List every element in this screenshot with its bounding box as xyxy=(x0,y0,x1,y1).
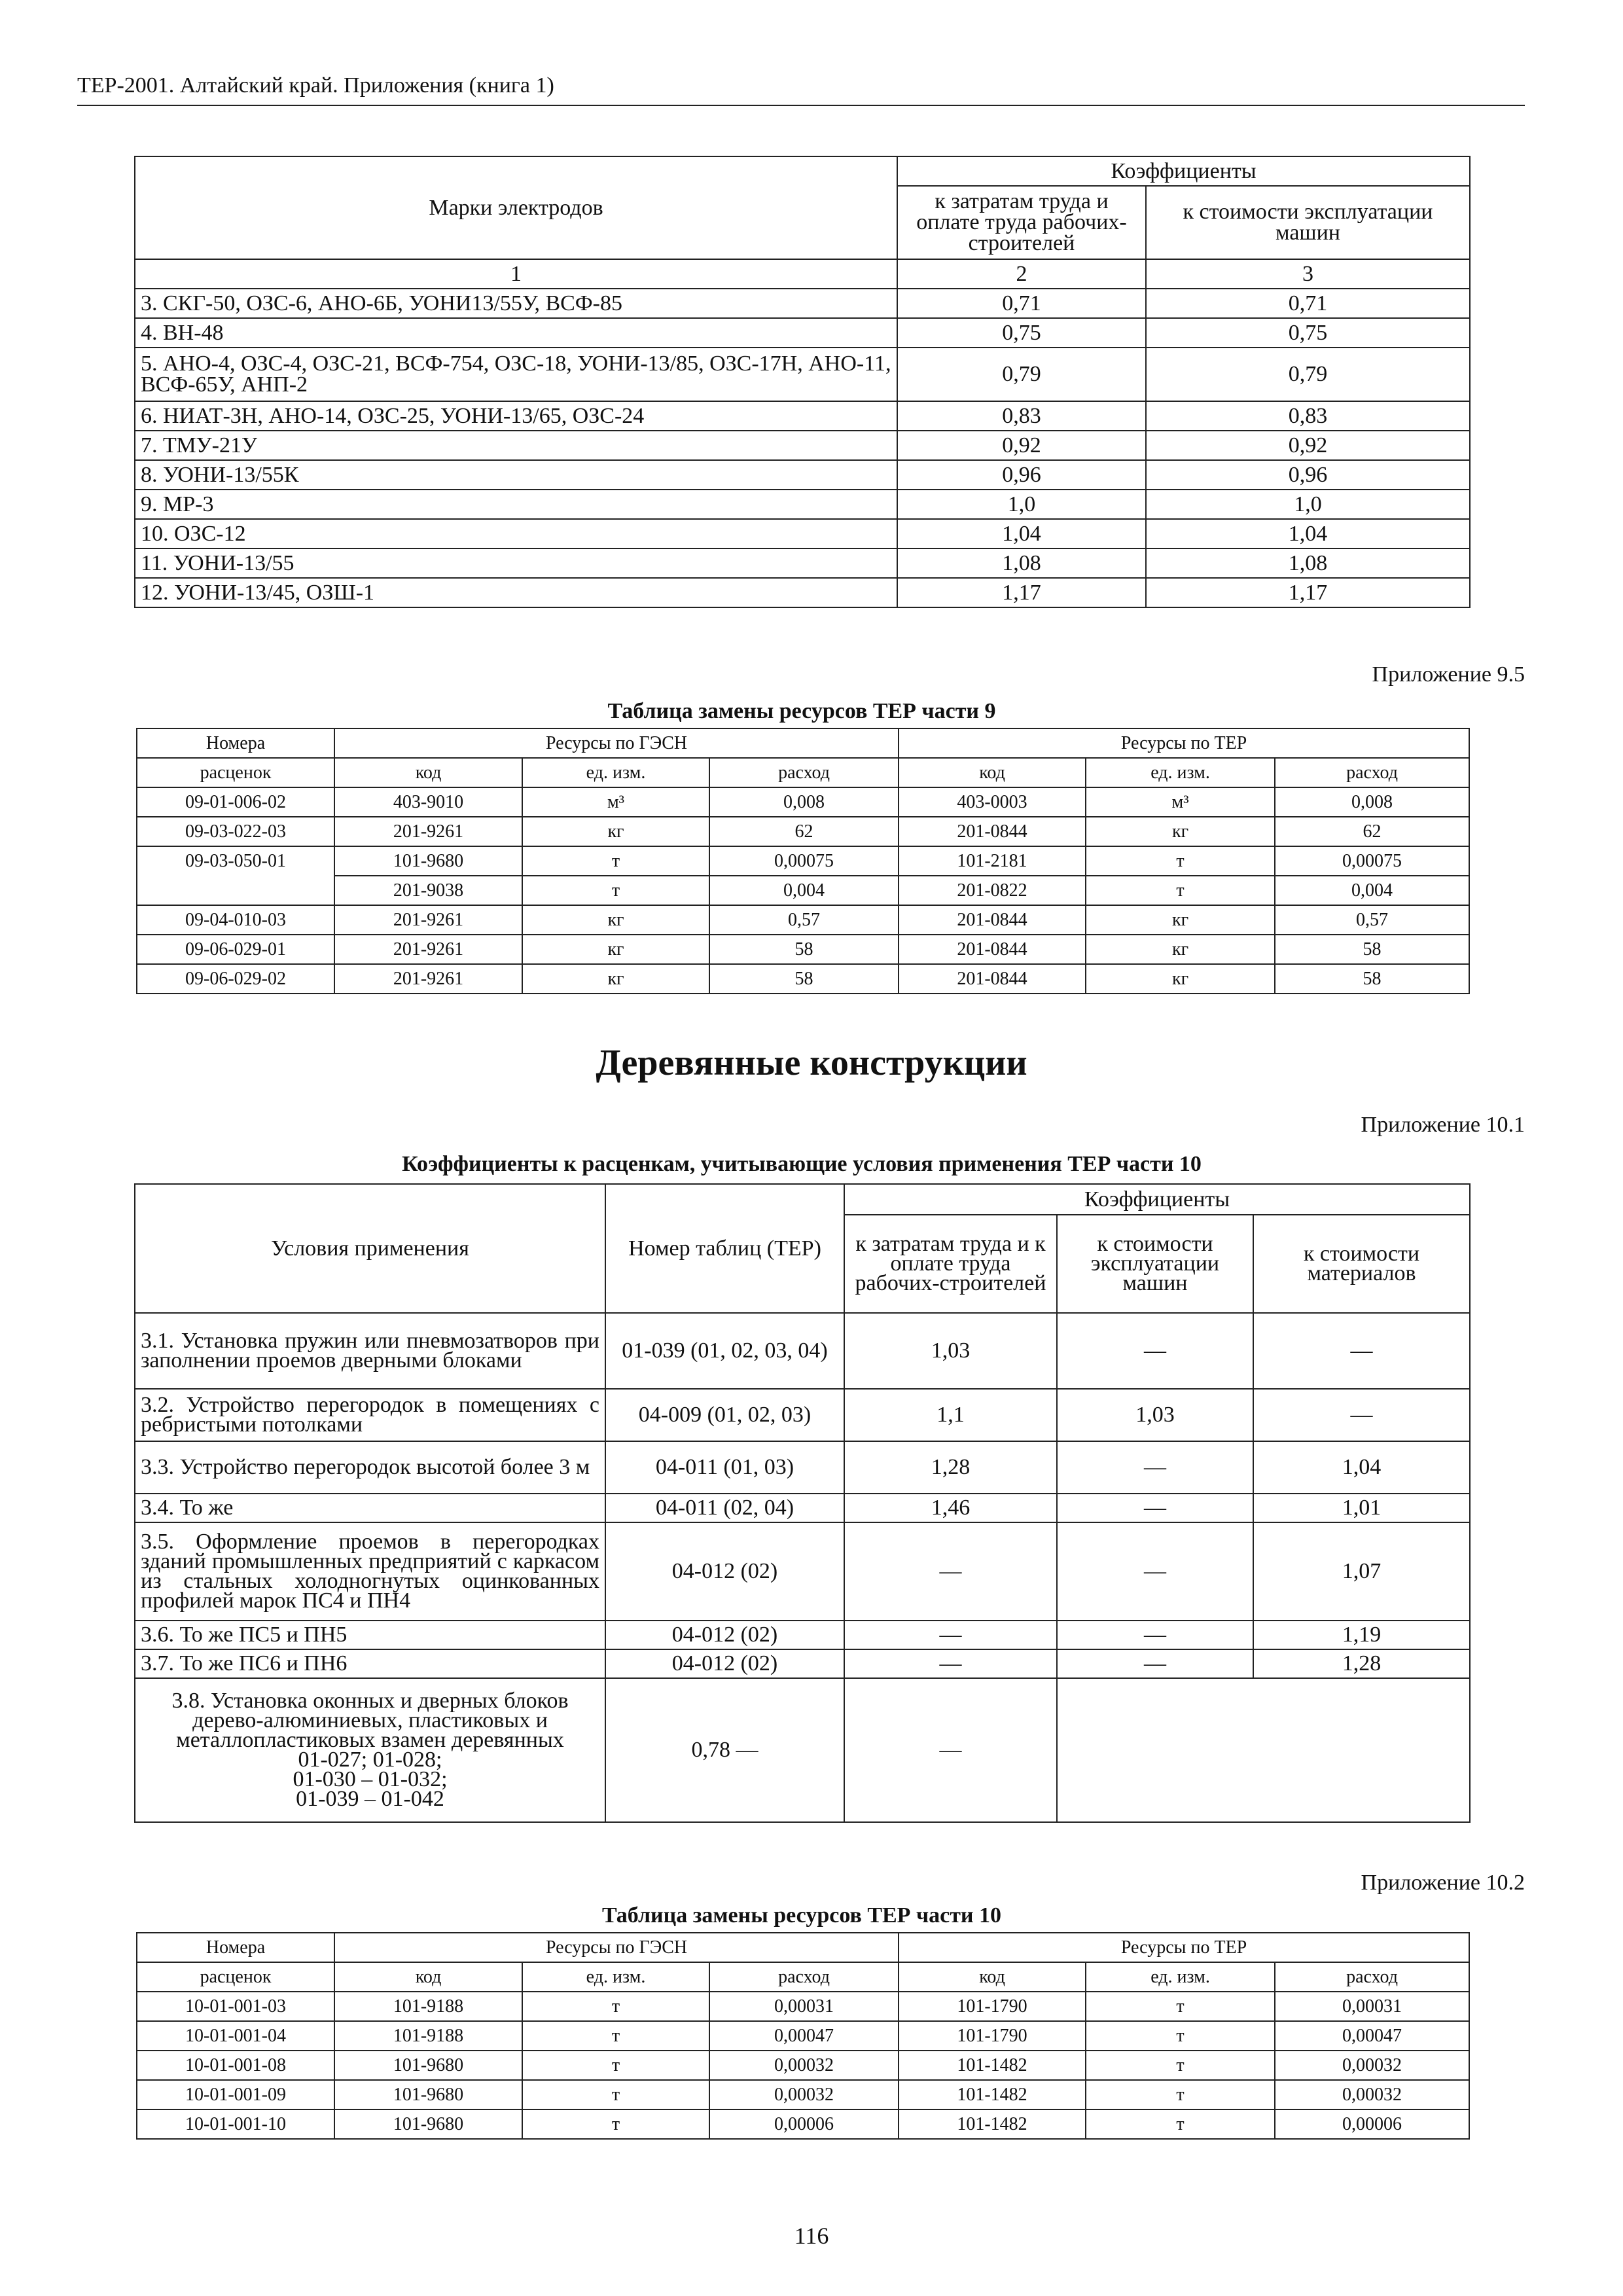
electrode-brands: 12. УОНИ-13/45, ОЗШ-1 xyxy=(135,578,897,607)
table-row xyxy=(137,2109,1469,2139)
rate-number: 10-01-001-10 xyxy=(137,2109,334,2139)
coeff-labor: — xyxy=(844,1678,1057,1822)
ter-code: 101-2181 xyxy=(899,846,1086,876)
appendix-label: Приложение 10.1 xyxy=(1361,1113,1525,1137)
col-number: 2 xyxy=(897,259,1146,289)
rate-number: 10-01-001-09 xyxy=(137,2080,334,2109)
coeff-materials: — xyxy=(1253,1313,1470,1389)
ter-amount: 0,008 xyxy=(1275,787,1469,817)
ter-unit: кг xyxy=(1086,964,1275,994)
electrode-brands: 5. АНО-4, ОЗС-4, ОЗС-21, ВСФ-754, ОЗС-18, УОНИ-13/85, ОЗС-17Н, АНО-11, ВСФ-65У, АНП-2 xyxy=(135,348,897,401)
table-number: 04-009 (01, 02, 03) xyxy=(605,1389,844,1441)
table-row xyxy=(135,1313,1470,1389)
ter-amount: 58 xyxy=(1275,964,1469,994)
gesn-unit: т xyxy=(522,876,709,905)
ter-code: 101-1790 xyxy=(899,2021,1086,2051)
coeff-machines: 0,92 xyxy=(1146,431,1470,460)
gesn-amount: 58 xyxy=(709,964,899,994)
table-row xyxy=(137,2051,1469,2080)
coeff-machines: — xyxy=(1057,1621,1253,1649)
header-unit: ед. изм. xyxy=(522,1962,709,1992)
header-rule xyxy=(77,105,1525,106)
electrode-brands: 3. СКГ-50, ОЗС-6, АНО-6Б, УОНИ13/55У, ВСФ-85 xyxy=(135,289,897,318)
header-machines: к стоимости эксплуатации машин xyxy=(1057,1215,1253,1313)
appendix-label: Приложение 10.2 xyxy=(1361,1871,1525,1895)
gesn-amount: 0,00032 xyxy=(709,2051,899,2080)
gesn-unit: т xyxy=(522,2051,709,2080)
coeff-machines: — xyxy=(1057,1313,1253,1389)
rate-number xyxy=(137,876,334,905)
coeff-labor: 0,71 xyxy=(897,289,1146,318)
ter-code: 201-0844 xyxy=(899,817,1086,846)
condition-text: 3.3. Устройство перегородок высотой более 3 м xyxy=(135,1441,605,1494)
col-number: 3 xyxy=(1146,259,1470,289)
table-number: 01-039 (01, 02, 03, 04) xyxy=(605,1313,844,1389)
gesn-code: 101-9680 xyxy=(334,2080,522,2109)
coeff-machines: 0,83 xyxy=(1146,401,1470,431)
coeff-labor: 0,75 xyxy=(897,318,1146,348)
header-code: код xyxy=(899,1962,1086,1992)
ter-amount: 58 xyxy=(1275,935,1469,964)
header-unit: ед. изм. xyxy=(1086,1962,1275,1992)
condition-text: 3.4. То же xyxy=(135,1494,605,1522)
table-row xyxy=(135,401,1470,431)
header-amount: расход xyxy=(1275,1962,1469,1992)
coeff-machines: 1,17 xyxy=(1146,578,1470,607)
rate-number: 09-01-006-02 xyxy=(137,787,334,817)
section-title: Деревянные конструкции xyxy=(596,1043,1027,1083)
ter-code: 101-1482 xyxy=(899,2080,1086,2109)
table-row xyxy=(137,787,1469,817)
electrode-brands: 7. ТМУ-21У xyxy=(135,431,897,460)
ter-unit: т xyxy=(1086,846,1275,876)
ter-code: 403-0003 xyxy=(899,787,1086,817)
rate-number: 09-06-029-02 xyxy=(137,964,334,994)
gesn-unit: т xyxy=(522,1992,709,2021)
empty-cell xyxy=(1057,1678,1470,1822)
table-caption: Таблица замены ресурсов ТЕР части 10 xyxy=(601,1903,1002,1928)
ter-amount: 0,00031 xyxy=(1275,1992,1469,2021)
coeff-machines: — xyxy=(1057,1522,1253,1621)
ter-amount: 0,004 xyxy=(1275,876,1469,905)
ter-amount: 0,00047 xyxy=(1275,2021,1469,2051)
gesn-code: 101-9188 xyxy=(334,2021,522,2051)
electrode-brands: 8. УОНИ-13/55К xyxy=(135,460,897,490)
coeff-machines: 1,04 xyxy=(1146,519,1470,548)
table-row xyxy=(135,348,1470,401)
coeff-labor: 1,1 xyxy=(844,1389,1057,1441)
gesn-code: 403-9010 xyxy=(334,787,522,817)
header-rate: расценок xyxy=(137,758,334,787)
gesn-code: 101-9680 xyxy=(334,2109,522,2139)
gesn-unit: т xyxy=(522,846,709,876)
coeff-materials: 1,19 xyxy=(1253,1621,1470,1649)
condition-line: дерево-алюминиевых, пластиковых и xyxy=(192,1708,548,1732)
ter-code: 101-1790 xyxy=(899,1992,1086,2021)
ter-unit: т xyxy=(1086,1992,1275,2021)
condition-line: 01-030 – 01-032; xyxy=(293,1767,448,1791)
electrode-brands: 11. УОНИ-13/55 xyxy=(135,548,897,578)
header-code: код xyxy=(334,1962,522,1992)
coeff-materials: 1,04 xyxy=(1253,1441,1470,1494)
condition-text: 3.7. То же ПС6 и ПН6 xyxy=(135,1649,605,1678)
header-materials: к стоимости материалов xyxy=(1253,1215,1470,1313)
table-row xyxy=(137,935,1469,964)
coeff-materials: 1,28 xyxy=(1253,1649,1470,1678)
electrodes-header-brands: Марки электродов xyxy=(135,156,897,259)
table-row xyxy=(135,1522,1470,1621)
header-amount: расход xyxy=(709,1962,899,1992)
table-row xyxy=(135,1494,1470,1522)
table-row xyxy=(135,578,1470,607)
rate-number: 09-03-022-03 xyxy=(137,817,334,846)
gesn-amount: 0,00031 xyxy=(709,1992,899,2021)
appendix-label: Приложение 9.5 xyxy=(1372,662,1525,687)
table-row xyxy=(137,2021,1469,2051)
coeff-labor: 1,17 xyxy=(897,578,1146,607)
gesn-code: 101-9188 xyxy=(334,1992,522,2021)
running-header: ТЕР-2001. Алтайский край. Приложения (книга 1) xyxy=(77,73,554,98)
condition-line: металлопластиковых взамен деревянных xyxy=(176,1728,564,1752)
resource-replacement-table-10 xyxy=(136,1932,1470,2140)
coeff-labor: 1,04 xyxy=(897,519,1146,548)
ter-code: 101-1482 xyxy=(899,2051,1086,2080)
gesn-code: 201-9261 xyxy=(334,964,522,994)
header-table-number: Номер таблиц (ТЕР) xyxy=(605,1184,844,1313)
rate-number: 09-06-029-01 xyxy=(137,935,334,964)
header-ter: Ресурсы по ТЕР xyxy=(899,728,1469,758)
electrodes-table xyxy=(134,156,1471,608)
table-row xyxy=(137,876,1469,905)
ter-unit: т xyxy=(1086,2051,1275,2080)
electrode-brands: 6. НИАТ-3Н, АНО-14, ОЗС-25, УОНИ-13/65, ОЗС-24 xyxy=(135,401,897,431)
ter-amount: 0,00075 xyxy=(1275,846,1469,876)
table-row xyxy=(137,817,1469,846)
ter-unit: кг xyxy=(1086,905,1275,935)
ter-unit: т xyxy=(1086,2021,1275,2051)
table-row xyxy=(135,318,1470,348)
header-number: Номера xyxy=(137,728,334,758)
rate-number: 10-01-001-04 xyxy=(137,2021,334,2051)
ter-unit: т xyxy=(1086,876,1275,905)
coeff-materials: 1,01 xyxy=(1253,1494,1470,1522)
gesn-amount: 62 xyxy=(709,817,899,846)
ter-amount: 0,00032 xyxy=(1275,2080,1469,2109)
ter-code: 201-0822 xyxy=(899,876,1086,905)
gesn-code: 201-9261 xyxy=(334,905,522,935)
coeff-machines: — xyxy=(1057,1494,1253,1522)
header-unit: ед. изм. xyxy=(1086,758,1275,787)
rate-number: 09-03-050-01 xyxy=(137,846,334,876)
ter-amount: 0,00032 xyxy=(1275,2051,1469,2080)
header-labor: к затратам труда и к оплате труда рабочих-строителей xyxy=(844,1215,1057,1313)
table-row xyxy=(135,1649,1470,1678)
gesn-code: 201-9038 xyxy=(334,876,522,905)
gesn-unit: м³ xyxy=(522,787,709,817)
gesn-code: 101-9680 xyxy=(334,2051,522,2080)
rate-number: 10-01-001-08 xyxy=(137,2051,334,2080)
condition-line: 01-027; 01-028; xyxy=(298,1748,442,1772)
ter-code: 201-0844 xyxy=(899,935,1086,964)
condition-line: 01-039 – 01-042 xyxy=(296,1787,444,1811)
coeff-labor: 1,03 xyxy=(844,1313,1057,1389)
header-amount: расход xyxy=(709,758,899,787)
ter-amount: 0,57 xyxy=(1275,905,1469,935)
table-row xyxy=(137,846,1469,876)
ter-unit: кг xyxy=(1086,935,1275,964)
coeff-machines: 0,75 xyxy=(1146,318,1470,348)
coeff-labor: 1,28 xyxy=(844,1441,1057,1494)
coeff-machines: 0,71 xyxy=(1146,289,1470,318)
coeff-machines: 0,96 xyxy=(1146,460,1470,490)
gesn-amount: 0,00006 xyxy=(709,2109,899,2139)
header-ter: Ресурсы по ТЕР xyxy=(899,1933,1469,1962)
table-row xyxy=(135,1441,1470,1494)
electrodes-header-machines: к стоимости эксплуатации машин xyxy=(1146,186,1470,259)
ter-unit: т xyxy=(1086,2109,1275,2139)
header-gesn: Ресурсы по ГЭСН xyxy=(334,728,899,758)
condition-text: 3.5. Оформление проемов в перегородках зданий промышленных предприятий с каркасом из стальных холодногнутых оцинкованных профилей марок ПС4 и ПН4 xyxy=(135,1522,605,1621)
electrode-brands: 9. МР-3 xyxy=(135,490,897,519)
table-row xyxy=(135,1621,1470,1649)
table-row xyxy=(135,1678,1470,1822)
ter-unit: м³ xyxy=(1086,787,1275,817)
coeff-labor: — xyxy=(844,1522,1057,1621)
electrodes-header-coeffs: Коэффициенты xyxy=(897,156,1470,186)
gesn-unit: т xyxy=(522,2021,709,2051)
coeff-machines: 1,0 xyxy=(1146,490,1470,519)
ter-unit: кг xyxy=(1086,817,1275,846)
ter-amount: 62 xyxy=(1275,817,1469,846)
electrode-brands: 10. ОЗС-12 xyxy=(135,519,897,548)
resource-replacement-table-9 xyxy=(136,728,1470,994)
gesn-amount: 0,008 xyxy=(709,787,899,817)
ter-unit: т xyxy=(1086,2080,1275,2109)
conditions-coefficients-table xyxy=(134,1183,1471,1823)
rate-number: 10-01-001-03 xyxy=(137,1992,334,2021)
table-row xyxy=(135,460,1470,490)
header-gesn: Ресурсы по ГЭСН xyxy=(334,1933,899,1962)
condition-text xyxy=(135,1678,605,1822)
header-coeffs: Коэффициенты xyxy=(844,1184,1470,1215)
header-code: код xyxy=(334,758,522,787)
header-unit: ед. изм. xyxy=(522,758,709,787)
table-row xyxy=(135,519,1470,548)
coeff-machines: — xyxy=(1057,1441,1253,1494)
table-number: 04-012 (02) xyxy=(605,1649,844,1678)
coeff-labor: 0,96 xyxy=(897,460,1146,490)
gesn-amount: 0,00047 xyxy=(709,2021,899,2051)
coeff-machines: 0,79 xyxy=(1146,348,1470,401)
gesn-amount: 58 xyxy=(709,935,899,964)
table-row xyxy=(137,1992,1469,2021)
table-row xyxy=(135,548,1470,578)
table-caption: Коэффициенты к расценкам, учитывающие условия применения ТЕР части 10 xyxy=(402,1152,1202,1176)
rate-number: 09-04-010-03 xyxy=(137,905,334,935)
coeff-labor: 0,92 xyxy=(897,431,1146,460)
gesn-amount: 0,57 xyxy=(709,905,899,935)
table-row xyxy=(135,1389,1470,1441)
condition-text: 3.1. Установка пружин или пневмозатворов при заполнении проемов дверными блоками xyxy=(135,1313,605,1389)
gesn-unit: кг xyxy=(522,905,709,935)
coeff-materials: — xyxy=(1253,1389,1470,1441)
ter-code: 201-0844 xyxy=(899,905,1086,935)
condition-text: 3.2. Устройство перегородок в помещениях с ребристыми потолками xyxy=(135,1389,605,1441)
coeff-machines: 1,03 xyxy=(1057,1389,1253,1441)
header-amount: расход xyxy=(1275,758,1469,787)
gesn-unit: кг xyxy=(522,935,709,964)
electrodes-header-labor: к затратам труда и оплате труда рабочих-строителей xyxy=(897,186,1146,259)
coeff-machines: — xyxy=(1057,1649,1253,1678)
coeff-labor: — xyxy=(844,1621,1057,1649)
table-row xyxy=(135,431,1470,460)
coeff-labor: 1,0 xyxy=(897,490,1146,519)
gesn-unit: кг xyxy=(522,964,709,994)
header-conditions: Условия применения xyxy=(135,1184,605,1313)
coeff-labor: 1,08 xyxy=(897,548,1146,578)
table-number: 04-012 (02) xyxy=(605,1522,844,1621)
table-number: 04-012 (02) xyxy=(605,1621,844,1649)
col-number: 1 xyxy=(135,259,897,289)
coeff-labor: 0,83 xyxy=(897,401,1146,431)
gesn-code: 101-9680 xyxy=(334,846,522,876)
header-number: Номера xyxy=(137,1933,334,1962)
gesn-amount: 0,004 xyxy=(709,876,899,905)
gesn-code: 201-9261 xyxy=(334,817,522,846)
table-row xyxy=(137,2080,1469,2109)
condition-line: 3.8. Установка оконных и дверных блоков xyxy=(171,1689,569,1713)
gesn-unit: т xyxy=(522,2109,709,2139)
coeff-labor: 0,79 xyxy=(897,348,1146,401)
coeff-machines: 1,08 xyxy=(1146,548,1470,578)
page-number: 116 xyxy=(794,2223,829,2249)
header-code: код xyxy=(899,758,1086,787)
table-row xyxy=(137,905,1469,935)
electrode-brands: 4. ВН-48 xyxy=(135,318,897,348)
condition-text: 3.6. То же ПС5 и ПН5 xyxy=(135,1621,605,1649)
table-row xyxy=(135,490,1470,519)
gesn-code: 201-9261 xyxy=(334,935,522,964)
table-row xyxy=(137,964,1469,994)
coeff-labor: 1,46 xyxy=(844,1494,1057,1522)
gesn-unit: т xyxy=(522,2080,709,2109)
table-caption: Таблица замены ресурсов ТЕР части 9 xyxy=(607,699,996,723)
ter-code: 201-0844 xyxy=(899,964,1086,994)
coeff-materials: 1,07 xyxy=(1253,1522,1470,1621)
table-number: 0,78 — xyxy=(605,1678,844,1822)
table-row xyxy=(135,289,1470,318)
coeff-labor: — xyxy=(844,1649,1057,1678)
header-rate: расценок xyxy=(137,1962,334,1992)
table-number: 04-011 (02, 04) xyxy=(605,1494,844,1522)
ter-amount: 0,00006 xyxy=(1275,2109,1469,2139)
gesn-amount: 0,00075 xyxy=(709,846,899,876)
gesn-amount: 0,00032 xyxy=(709,2080,899,2109)
ter-code: 101-1482 xyxy=(899,2109,1086,2139)
gesn-unit: кг xyxy=(522,817,709,846)
table-number: 04-011 (01, 03) xyxy=(605,1441,844,1494)
